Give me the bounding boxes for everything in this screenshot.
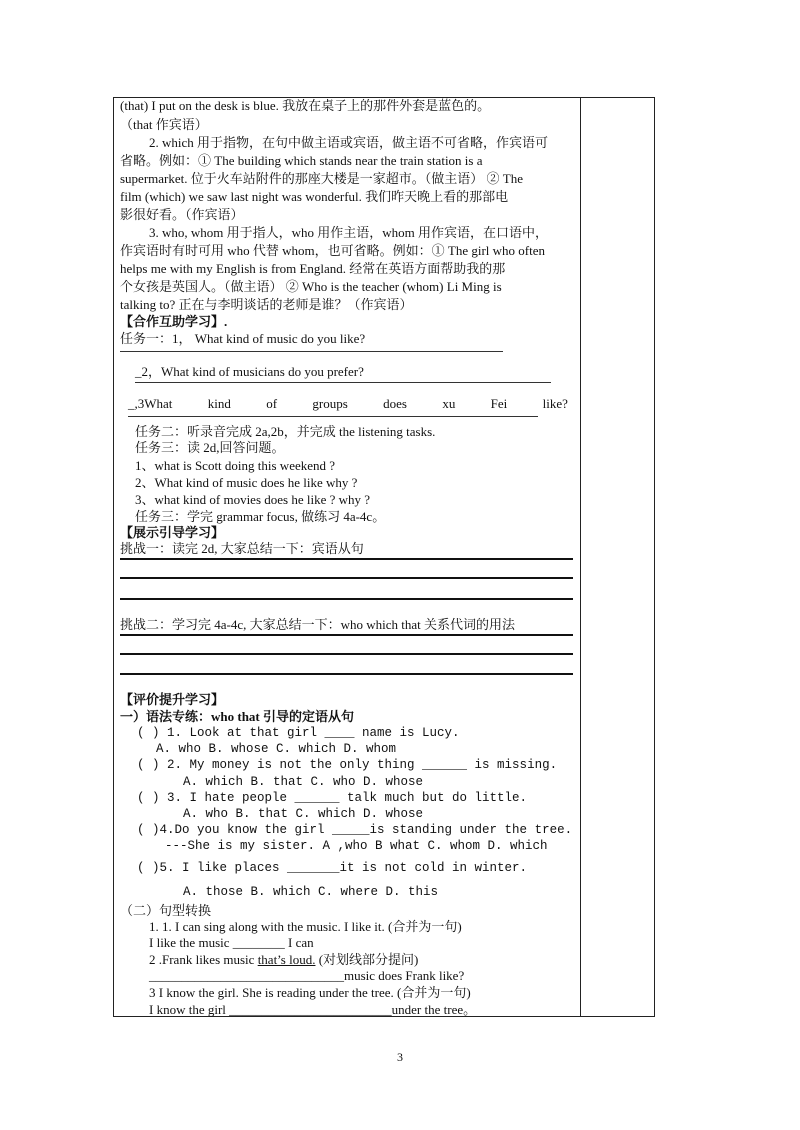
word: like? [542, 396, 568, 411]
text: under the tree。 [391, 1002, 477, 1017]
word: Fei [490, 396, 508, 411]
exercise-item: ( ) 1. Look at that girl ____ name is Lucy. [137, 726, 460, 740]
answer-line [120, 634, 573, 636]
exercise-item: ( )5. I like places _______it is not cold in winter. [137, 861, 528, 875]
text: music does Frank like? [344, 968, 465, 983]
question-line: 1、what is Scott doing this weekend ? [135, 458, 336, 473]
page-number: 3 [397, 1050, 403, 1064]
transform-answer [149, 1002, 476, 1018]
exercise-item: ( )4.Do you know the girl _____is standing under the tree. [137, 823, 573, 837]
answer-line [120, 351, 503, 352]
word: groups [312, 396, 348, 411]
transform-answer [149, 935, 314, 951]
text: I like the music [149, 935, 233, 950]
answer-line [128, 416, 538, 417]
question-line: 2、What kind of music does he like why ? [135, 475, 358, 490]
answer-line [120, 598, 573, 600]
note-line: (that) I put on the desk is blue. 我放在桌子上的那件外套是蓝色的。 [120, 98, 491, 113]
exercise-options: A. those B. which C. where D. this [183, 885, 439, 899]
subsection-heading: 一）语法专练：who that 引导的定语从句 [120, 709, 355, 724]
task-line: 任务二：听录音完成 2a,2b，并完成 the listening tasks. [135, 424, 436, 439]
transform-item: 3 I know the girl. She is reading under the tree. (合并为一句) [149, 985, 471, 1000]
table-right-column-divider [580, 97, 581, 1017]
answer-line [120, 577, 573, 579]
note-line: helps me with my English is from England. 经常在英语方面帮助我的那 [120, 261, 506, 276]
exercise-item: ( ) 3. I hate people ______ talk much but do little. [137, 791, 528, 805]
note-line: 作宾语时有时可用 who 代替 whom，也可省略。例如：① The girl who often [120, 243, 546, 258]
exercise-item: ( ) 2. My money is not the only thing ______ is missing. [137, 758, 558, 772]
blank: ________ [232, 935, 285, 950]
text: I know the girl [149, 1002, 230, 1017]
word: _,3What [128, 396, 173, 411]
text: I can [284, 935, 314, 950]
question-line: 3、what kind of movies does he like ? why ? [135, 492, 371, 507]
exercise-options: ---She is my sister. A ,who B what C. whom D. which [165, 839, 548, 853]
word: xu [442, 396, 456, 411]
transform-item [149, 952, 418, 968]
answer-line [120, 558, 573, 560]
answer-line [120, 653, 573, 655]
exercise-options: A. which B. that C. who D. whose [183, 775, 424, 789]
answer-line [135, 382, 551, 383]
note-line: 省略。例如：① The building which stands near the train station is a [120, 153, 483, 168]
section-heading-coop: 【合作互助学习】. [120, 314, 228, 329]
section-heading-show: 【展示引导学习】 [120, 525, 225, 540]
note-line: （that 作宾语） [120, 117, 208, 132]
note-line: 2. which 用于指物，在句中做主语或宾语，做主语不可省略，作宾语可 [149, 135, 549, 150]
note-line: talking to? 正在与李明谈话的老师是谁？（作宾语） [120, 297, 413, 312]
task-line: _2，What kind of musicians do you prefer? [135, 364, 364, 379]
challenge-one: 挑战一：读完 2d, 大家总结一下：宾语从句 [120, 541, 364, 556]
subsection-heading: （二）句型转换 [120, 903, 212, 918]
answer-line [120, 673, 573, 675]
word: does [383, 396, 407, 411]
word: of [266, 396, 278, 411]
blank: _________________________ [229, 1002, 392, 1017]
exercise-options: A. who B. whose C. which D. whom [156, 742, 397, 756]
note-line: supermarket. 位于火车站附件的那座大楼是一家超市。（做主语） ② The [120, 171, 523, 186]
note-line: 影很好看。（作宾语） [120, 207, 244, 222]
task-line-spread [128, 396, 568, 412]
note-line: film (which) we saw last night was wonderful. 我们昨天晚上看的那部电 [120, 189, 509, 204]
task-line: 任务三：学完 grammar focus, 做练习 4a-4c。 [135, 509, 386, 524]
challenge-two: 挑战二：学习完 4a-4c, 大家总结一下：who which that 关系代词的用法 [120, 617, 516, 632]
transform-answer [149, 968, 464, 984]
task-line: 任务三：读 2d,回答问题。 [135, 440, 285, 455]
word: kind [207, 396, 231, 411]
note-line: 个女孩是英国人。（做主语） ② Who is the teacher (whom) Li Ming is [120, 279, 502, 294]
task-line: 任务一：1， What kind of music do you like? [120, 331, 366, 346]
blank: ______________________________ [149, 968, 344, 983]
transform-item: 1. 1. I can sing along with the music. I like it. (合并为一句) [149, 919, 462, 934]
text: (对划线部分提问) [315, 952, 419, 967]
note-line: 3. who, whom 用于指人，who 用作主语，whom 用作宾语，在口语中， [149, 225, 549, 240]
text: 2 .Frank likes music [149, 952, 258, 967]
section-heading-eval: 【评价提升学习】 [120, 692, 225, 707]
underlined-text: that’s loud. [257, 952, 316, 967]
exercise-options: A. who B. that C. which D. whose [183, 807, 424, 821]
